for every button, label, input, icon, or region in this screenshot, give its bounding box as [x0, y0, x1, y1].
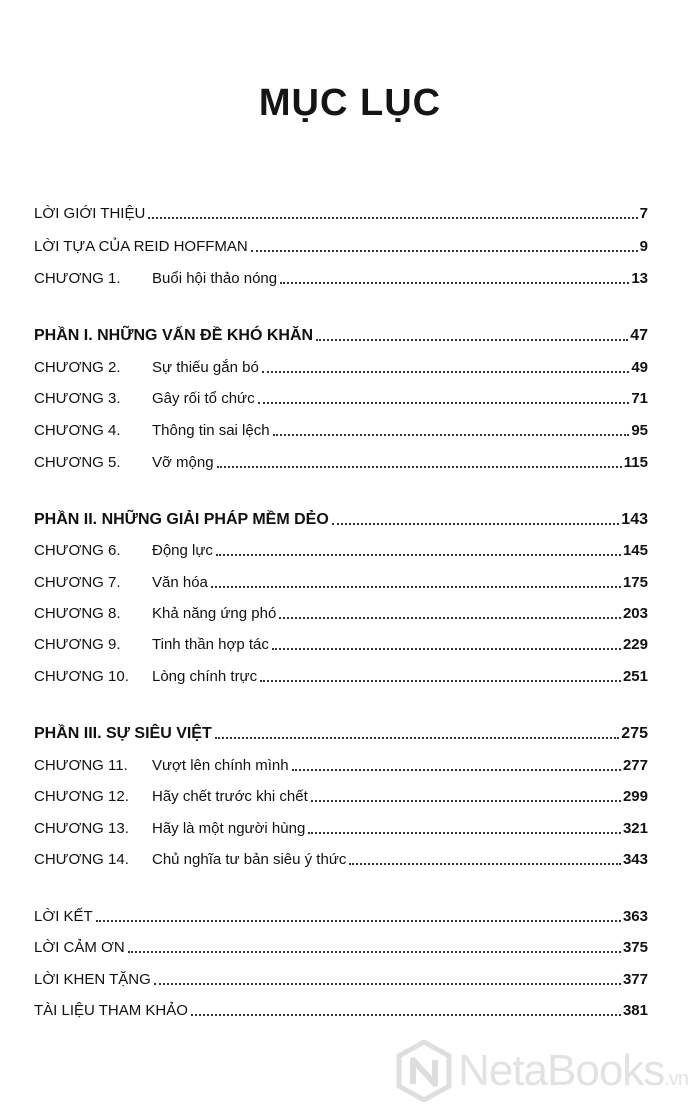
- page-number: 145: [622, 542, 648, 559]
- chapter-title: Vỡ mộng: [152, 454, 214, 471]
- toc-label: [34, 1002, 188, 1020]
- chapter-number: CHƯƠNG 3.: [34, 390, 121, 407]
- toc-label: [34, 454, 214, 472]
- page-number: 9: [639, 238, 648, 255]
- toc-row: [34, 843, 648, 869]
- section-title: LỜI CẢM ƠN: [34, 939, 125, 956]
- dot-leader: [280, 281, 629, 284]
- toc-row: [34, 749, 648, 775]
- toc-label: [34, 636, 269, 654]
- page-number: 229: [622, 636, 648, 653]
- dot-leader: [308, 831, 621, 834]
- page-number: 381: [622, 1002, 648, 1019]
- dot-leader: [279, 616, 621, 619]
- toc-label: [34, 511, 329, 529]
- page-number: 175: [622, 574, 648, 591]
- toc-label: [34, 238, 248, 256]
- toc-part-row: [34, 319, 648, 345]
- watermark-brand: NetaBooks: [458, 1046, 665, 1095]
- toc-row: [34, 900, 648, 926]
- dot-leader: [148, 216, 637, 219]
- page-number: 7: [639, 205, 648, 222]
- page-number: 47: [630, 327, 648, 344]
- watermark-suffix: .vn: [664, 1068, 688, 1090]
- toc-label: [34, 668, 257, 686]
- toc-row: [34, 780, 648, 806]
- chapter-title: Hãy chết trước khi chết: [152, 788, 308, 805]
- page-number: 277: [622, 757, 648, 774]
- chapter-title: Tinh thần hợp tác: [152, 636, 269, 653]
- page-number: 375: [622, 939, 648, 956]
- toc-row: [34, 382, 648, 408]
- netabooks-logo-icon: [396, 1040, 452, 1102]
- dot-leader: [260, 679, 621, 682]
- chapter-number: CHƯƠNG 12.: [34, 788, 129, 805]
- chapter-title: Lòng chính trực: [152, 668, 258, 685]
- toc-row: [34, 446, 648, 472]
- toc-label: [34, 820, 305, 838]
- page-number: 377: [622, 971, 648, 988]
- page-number: 299: [622, 788, 648, 805]
- dot-leader: [191, 1013, 621, 1016]
- chapter-number: CHƯƠNG 14.: [34, 851, 129, 868]
- chapter-number: CHƯƠNG 4.: [34, 422, 121, 439]
- page-number: 251: [622, 668, 648, 685]
- toc-label: [34, 605, 276, 623]
- chapter-number: CHƯƠNG 7.: [34, 574, 121, 591]
- section-title: TÀI LIỆU THAM KHẢO: [34, 1002, 188, 1019]
- toc-row: [34, 812, 648, 838]
- page-number: 95: [631, 422, 648, 439]
- dot-leader: [216, 553, 621, 556]
- toc-row: [34, 931, 648, 957]
- page-number: 203: [622, 605, 648, 622]
- dot-leader: [96, 919, 621, 922]
- chapter-title: Sự thiếu gắn bó: [152, 359, 259, 376]
- page-number: 71: [631, 390, 648, 407]
- dot-leader: [332, 522, 620, 525]
- page-number: 115: [623, 454, 648, 471]
- page-number: 275: [621, 725, 648, 742]
- dot-leader: [215, 736, 620, 739]
- section-title: LỜI KẾT: [34, 908, 93, 925]
- toc-label: [34, 574, 208, 592]
- part-title: PHẦN I. NHỮNG VẤN ĐỀ KHÓ KHĂN: [34, 327, 314, 344]
- page-number: 143: [621, 511, 648, 528]
- toc-label: [34, 422, 270, 440]
- chapter-number: CHƯƠNG 1.: [34, 270, 121, 287]
- dot-leader: [211, 585, 621, 588]
- dot-leader: [154, 982, 621, 985]
- toc-row: [34, 963, 648, 989]
- chapter-title: Văn hóa: [152, 574, 208, 591]
- toc-label: [34, 725, 212, 743]
- chapter-title: Hãy là một người hùng: [152, 820, 306, 837]
- page-number: 13: [631, 270, 648, 287]
- page-number: 49: [631, 359, 648, 376]
- toc-label: [34, 359, 259, 377]
- toc-label: [34, 757, 289, 775]
- toc-label: [34, 908, 93, 926]
- chapter-title: Gây rối tổ chức: [152, 390, 255, 407]
- page-number: 321: [622, 820, 648, 837]
- dot-leader: [311, 799, 621, 802]
- chapter-number: CHƯƠNG 2.: [34, 359, 121, 376]
- page-number: 363: [622, 908, 648, 925]
- toc-part-row: [34, 717, 648, 743]
- chapter-title: Chủ nghĩa tư bản siêu ý thức: [152, 851, 347, 868]
- toc-row: [34, 628, 648, 654]
- dot-leader: [349, 862, 621, 865]
- chapter-number: CHƯƠNG 5.: [34, 454, 121, 471]
- chapter-number: CHƯƠNG 9.: [34, 636, 121, 653]
- chapter-number: CHƯƠNG 13.: [34, 820, 129, 837]
- toc-label: [34, 851, 346, 869]
- chapter-title: Thông tin sai lệch: [152, 422, 270, 439]
- toc-label: [34, 390, 255, 408]
- chapter-number: CHƯƠNG 10.: [34, 668, 129, 685]
- dot-leader: [272, 647, 621, 650]
- dot-leader: [316, 338, 628, 341]
- toc-label: [34, 939, 125, 957]
- toc-row: [34, 660, 648, 686]
- page-title: MỤC LỤC: [258, 82, 442, 124]
- toc-label: [34, 788, 308, 806]
- toc-row: [34, 197, 648, 223]
- dot-leader: [262, 370, 630, 373]
- toc-row: [34, 230, 648, 256]
- toc-row: [34, 351, 648, 377]
- chapter-title: Buổi hội thảo nóng: [152, 270, 278, 287]
- chapter-title: Động lực: [152, 542, 213, 559]
- toc-row: [34, 994, 648, 1020]
- dot-leader: [128, 950, 621, 953]
- chapter-number: CHƯƠNG 6.: [34, 542, 121, 559]
- chapter-title: Vượt lên chính mình: [152, 757, 289, 774]
- toc-row: [34, 597, 648, 623]
- dot-leader: [251, 249, 638, 252]
- chapter-title: Khả năng ứng phó: [152, 605, 277, 622]
- toc-row: [34, 414, 648, 440]
- page-number: 343: [622, 851, 648, 868]
- toc-label: [34, 270, 277, 288]
- toc-row: [34, 534, 648, 560]
- toc-label: [34, 327, 313, 345]
- toc-label: [34, 971, 151, 989]
- dot-leader: [273, 433, 630, 436]
- section-title: LỜI TỰA CỦA REID HOFFMAN: [34, 238, 248, 255]
- part-title: PHẦN III. SỰ SIÊU VIỆT: [34, 725, 212, 742]
- dot-leader: [292, 768, 621, 771]
- chapter-number: CHƯƠNG 8.: [34, 605, 121, 622]
- section-title: LỜI GIỚI THIỆU: [34, 205, 146, 222]
- toc-row: [34, 566, 648, 592]
- toc-label: [34, 542, 213, 560]
- part-title: PHẦN II. NHỮNG GIẢI PHÁP MỀM DẺO: [34, 511, 329, 528]
- dot-leader: [258, 401, 630, 404]
- section-title: LỜI KHEN TẶNG: [34, 971, 151, 988]
- toc-row: [34, 262, 648, 288]
- watermark: [396, 1040, 688, 1102]
- toc-label: [34, 205, 145, 223]
- chapter-number: CHƯƠNG 11.: [34, 757, 128, 774]
- dot-leader: [217, 465, 622, 468]
- toc-part-row: [34, 503, 648, 529]
